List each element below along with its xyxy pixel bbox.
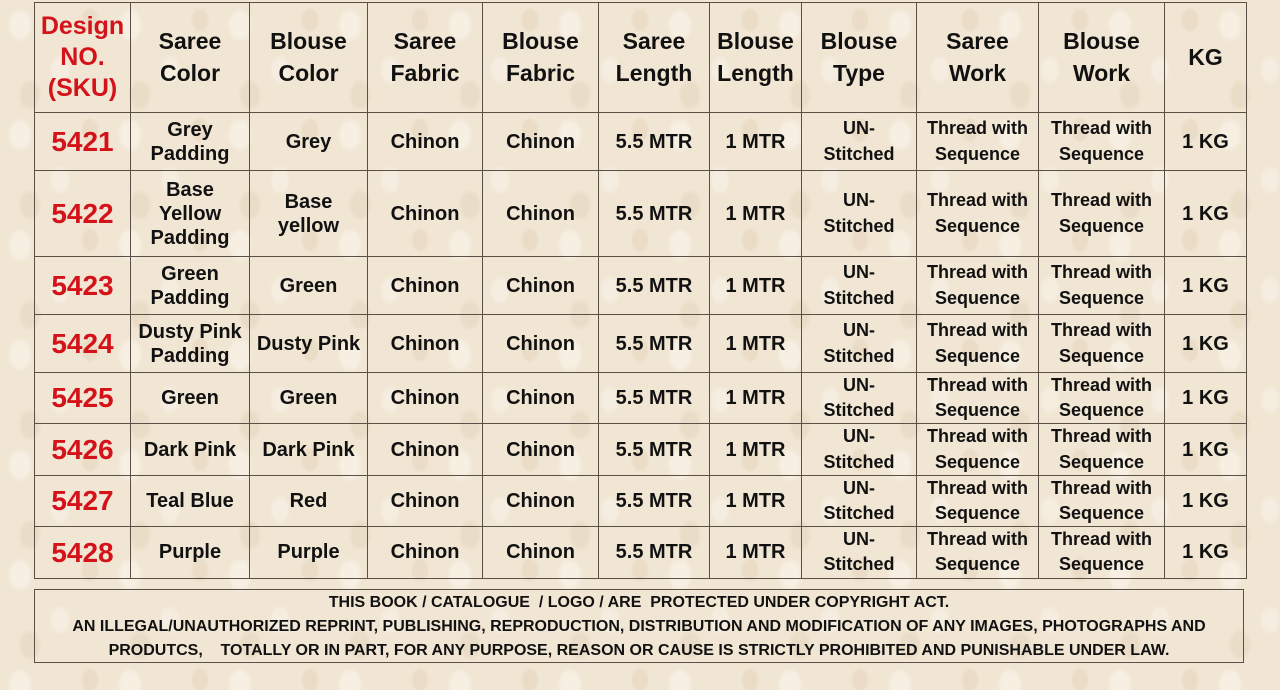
cell-saree-fabric: Chinon <box>368 113 483 171</box>
cell-saree-color: Dark Pink <box>131 424 250 475</box>
cell-kg: 1 KG <box>1165 527 1247 578</box>
header-blouse-work: Blouse Work <box>1039 3 1165 113</box>
cell-blouse-work: Thread with Sequence <box>1039 113 1165 171</box>
cell-blouse-length: 1 MTR <box>710 475 802 526</box>
cell-design-no: 5427 <box>35 475 131 526</box>
table-row <box>35 527 1247 578</box>
copyright-line-3: PRODUTCS, TOTALLY OR IN PART, FOR ANY PURPOSE, REASON OR CAUSE IS STRICTLY PROHIBITED AND PUNISHABLE UNDER LAW. <box>108 642 1170 659</box>
header-kg: KG <box>1165 3 1247 113</box>
table-row <box>35 475 1247 526</box>
cell-blouse-type: UN- Stitched <box>802 527 917 578</box>
table-row <box>35 373 1247 424</box>
cell-blouse-color: Green <box>250 257 368 315</box>
cell-blouse-work: Thread with Sequence <box>1039 475 1165 526</box>
cell-saree-color: Grey Padding <box>131 113 250 171</box>
cell-design-no: 5422 <box>35 171 131 257</box>
cell-saree-color: Green <box>131 373 250 424</box>
cell-kg: 1 KG <box>1165 475 1247 526</box>
cell-blouse-length: 1 MTR <box>710 113 802 171</box>
header-design-no-sku: Design NO. (SKU) <box>35 3 131 113</box>
cell-blouse-length: 1 MTR <box>710 527 802 578</box>
cell-blouse-fabric: Chinon <box>483 424 599 475</box>
cell-saree-length: 5.5 MTR <box>599 257 710 315</box>
cell-saree-work: Thread with Sequence <box>917 424 1039 475</box>
cell-saree-color: Dusty Pink Padding <box>131 315 250 373</box>
cell-blouse-work: Thread with Sequence <box>1039 373 1165 424</box>
cell-saree-fabric: Chinon <box>368 527 483 578</box>
cell-blouse-fabric: Chinon <box>483 475 599 526</box>
cell-saree-fabric: Chinon <box>368 424 483 475</box>
cell-blouse-length: 1 MTR <box>710 171 802 257</box>
cell-blouse-color: Green <box>250 373 368 424</box>
cell-saree-length: 5.5 MTR <box>599 527 710 578</box>
cell-saree-work: Thread with Sequence <box>917 475 1039 526</box>
cell-saree-work: Thread with Sequence <box>917 171 1039 257</box>
header-blouse-color: Blouse Color <box>250 3 368 113</box>
cell-blouse-length: 1 MTR <box>710 257 802 315</box>
cell-saree-color: Teal Blue <box>131 475 250 526</box>
cell-saree-color: Base Yellow Padding <box>131 171 250 257</box>
cell-kg: 1 KG <box>1165 113 1247 171</box>
cell-design-no: 5425 <box>35 373 131 424</box>
cell-blouse-type: UN- Stitched <box>802 171 917 257</box>
cell-blouse-work: Thread with Sequence <box>1039 424 1165 475</box>
cell-saree-work: Thread with Sequence <box>917 113 1039 171</box>
cell-saree-length: 5.5 MTR <box>599 113 710 171</box>
copyright-line-2: AN ILLEGAL/UNAUTHORIZED REPRINT, PUBLISHING, REPRODUCTION, DISTRIBUTION AND MODIFICATION OF ANY IMAGES, PHOTOGRAPHS AND <box>72 618 1206 635</box>
cell-blouse-color: Grey <box>250 113 368 171</box>
header-saree-work: Saree Work <box>917 3 1039 113</box>
cell-kg: 1 KG <box>1165 424 1247 475</box>
cell-blouse-fabric: Chinon <box>483 373 599 424</box>
cell-design-no: 5421 <box>35 113 131 171</box>
product-spec-sheet <box>34 2 1246 579</box>
cell-saree-length: 5.5 MTR <box>599 424 710 475</box>
cell-saree-work: Thread with Sequence <box>917 373 1039 424</box>
header-blouse-length: Blouse Length <box>710 3 802 113</box>
cell-saree-fabric: Chinon <box>368 171 483 257</box>
header-blouse-type: Blouse Type <box>802 3 917 113</box>
cell-saree-length: 5.5 MTR <box>599 475 710 526</box>
cell-design-no: 5428 <box>35 527 131 578</box>
cell-design-no: 5424 <box>35 315 131 373</box>
cell-blouse-work: Thread with Sequence <box>1039 257 1165 315</box>
table-row <box>35 171 1247 257</box>
cell-blouse-work: Thread with Sequence <box>1039 171 1165 257</box>
cell-blouse-length: 1 MTR <box>710 315 802 373</box>
table-row <box>35 113 1247 171</box>
header-saree-fabric: Saree Fabric <box>368 3 483 113</box>
cell-saree-fabric: Chinon <box>368 315 483 373</box>
cell-blouse-color: Dusty Pink <box>250 315 368 373</box>
cell-blouse-type: UN- Stitched <box>802 373 917 424</box>
cell-blouse-work: Thread with Sequence <box>1039 315 1165 373</box>
cell-blouse-color: Base yellow <box>250 171 368 257</box>
cell-blouse-type: UN- Stitched <box>802 315 917 373</box>
cell-blouse-color: Dark Pink <box>250 424 368 475</box>
cell-kg: 1 KG <box>1165 171 1247 257</box>
table-row <box>35 424 1247 475</box>
cell-blouse-work: Thread with Sequence <box>1039 527 1165 578</box>
cell-saree-length: 5.5 MTR <box>599 315 710 373</box>
cell-saree-length: 5.5 MTR <box>599 171 710 257</box>
cell-saree-fabric: Chinon <box>368 373 483 424</box>
cell-blouse-length: 1 MTR <box>710 373 802 424</box>
product-spec-table <box>34 2 1247 579</box>
header-blouse-fabric: Blouse Fabric <box>483 3 599 113</box>
cell-blouse-fabric: Chinon <box>483 527 599 578</box>
cell-blouse-fabric: Chinon <box>483 171 599 257</box>
cell-blouse-color: Red <box>250 475 368 526</box>
table-row <box>35 257 1247 315</box>
cell-blouse-type: UN- Stitched <box>802 424 917 475</box>
cell-saree-fabric: Chinon <box>368 475 483 526</box>
table-body <box>35 113 1247 579</box>
cell-design-no: 5426 <box>35 424 131 475</box>
cell-saree-work: Thread with Sequence <box>917 527 1039 578</box>
cell-blouse-type: UN- Stitched <box>802 257 917 315</box>
cell-blouse-type: UN- Stitched <box>802 475 917 526</box>
cell-saree-work: Thread with Sequence <box>917 257 1039 315</box>
table-row <box>35 315 1247 373</box>
copyright-line-1: THIS BOOK / CATALOGUE / LOGO / ARE PROTECTED UNDER COPYRIGHT ACT. <box>328 594 950 611</box>
cell-saree-fabric: Chinon <box>368 257 483 315</box>
cell-blouse-color: Purple <box>250 527 368 578</box>
header-row <box>35 3 1247 113</box>
cell-saree-color: Green Padding <box>131 257 250 315</box>
cell-blouse-type: UN- Stitched <box>802 113 917 171</box>
cell-blouse-fabric: Chinon <box>483 315 599 373</box>
cell-blouse-fabric: Chinon <box>483 113 599 171</box>
copyright-notice <box>34 589 1244 663</box>
cell-kg: 1 KG <box>1165 315 1247 373</box>
cell-saree-work: Thread with Sequence <box>917 315 1039 373</box>
cell-saree-length: 5.5 MTR <box>599 373 710 424</box>
header-saree-length: Saree Length <box>599 3 710 113</box>
cell-kg: 1 KG <box>1165 373 1247 424</box>
cell-blouse-fabric: Chinon <box>483 257 599 315</box>
cell-design-no: 5423 <box>35 257 131 315</box>
cell-saree-color: Purple <box>131 527 250 578</box>
cell-kg: 1 KG <box>1165 257 1247 315</box>
header-saree-color: Saree Color <box>131 3 250 113</box>
cell-blouse-length: 1 MTR <box>710 424 802 475</box>
